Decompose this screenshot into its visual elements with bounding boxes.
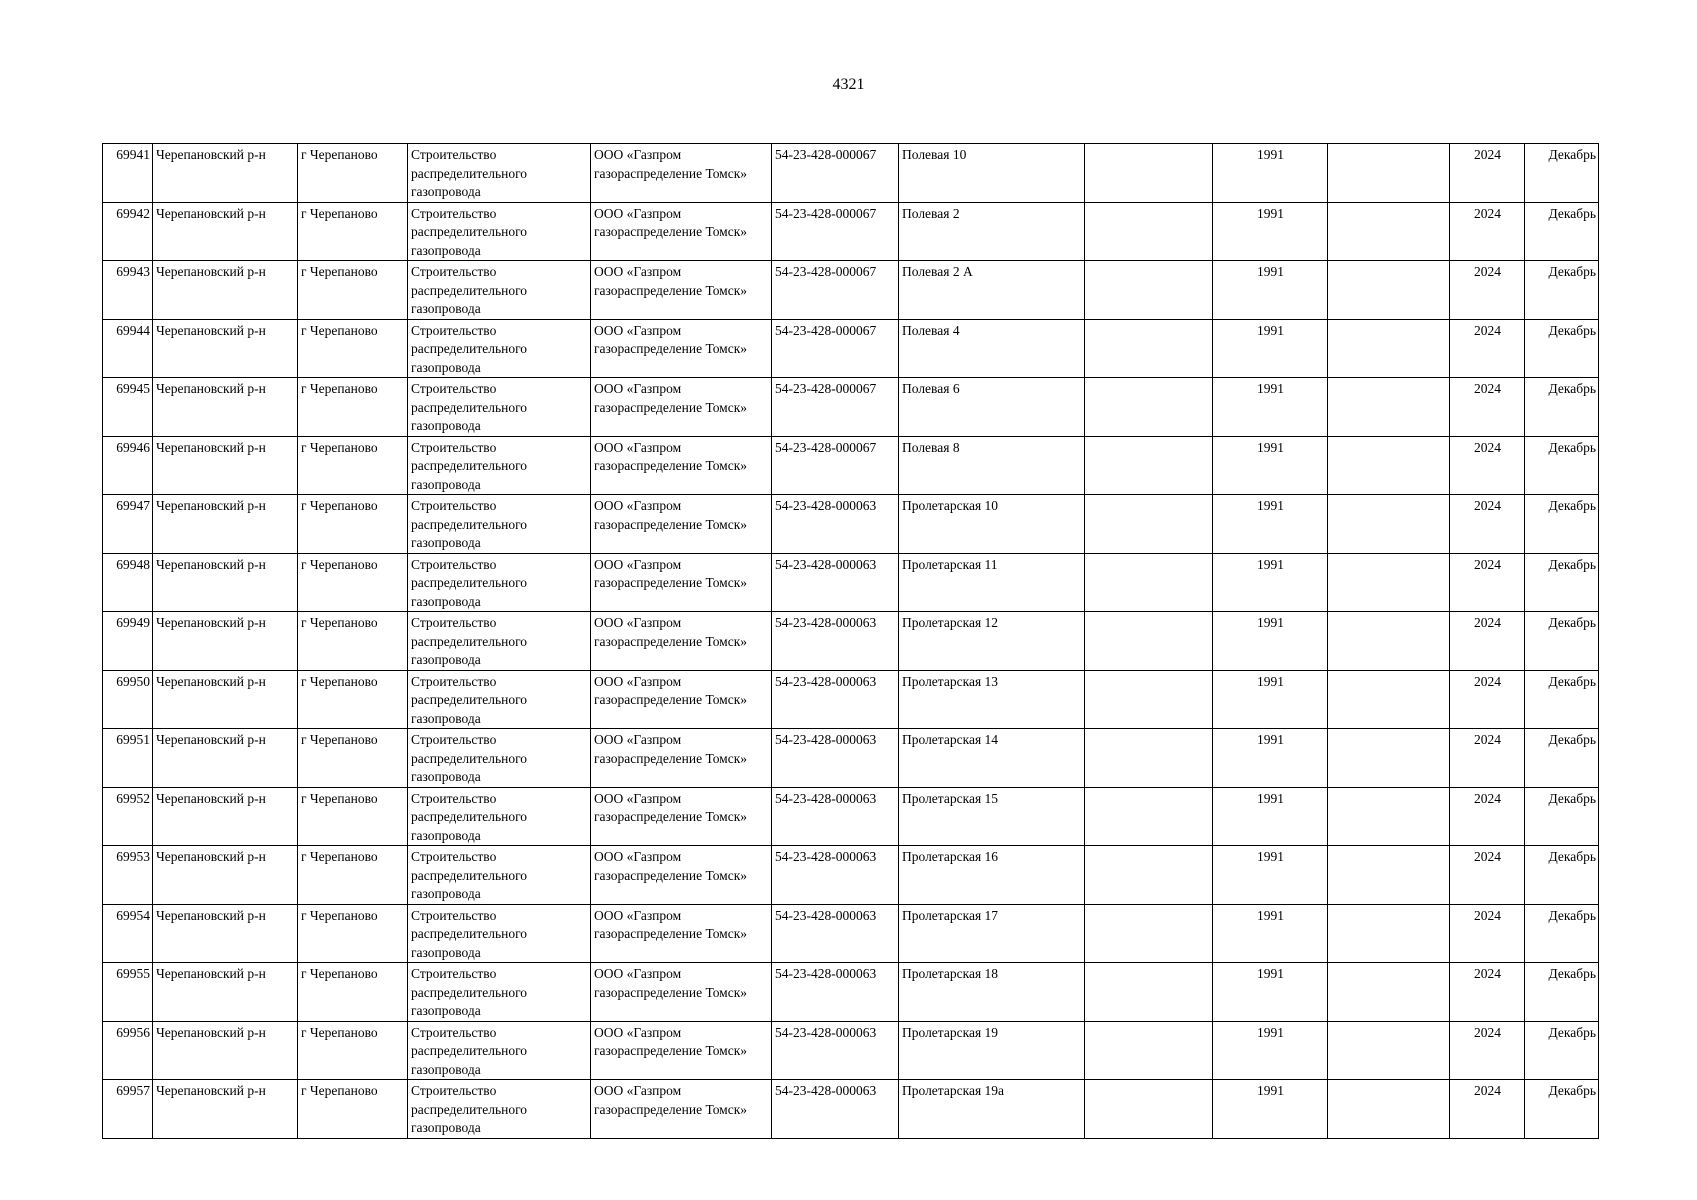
planned-year-cell: 2024	[1450, 1080, 1525, 1139]
row-number-cell: 69947	[103, 495, 153, 554]
empty-cell	[1085, 1021, 1213, 1080]
work-type-cell: Строительство распределительного газопровода	[408, 436, 591, 495]
year-built-cell: 1991	[1213, 787, 1328, 846]
district-cell: Черепановский р-н	[153, 261, 298, 320]
empty-cell	[1328, 553, 1450, 612]
organization-cell: ООО «Газпром газораспределение Томск»	[591, 378, 772, 437]
empty-cell	[1328, 612, 1450, 671]
row-number-cell: 69952	[103, 787, 153, 846]
district-cell: Черепановский р-н	[153, 319, 298, 378]
year-built-cell: 1991	[1213, 261, 1328, 320]
object-code-cell: 54-23-428-000067	[772, 319, 899, 378]
work-type-cell: Строительство распределительного газопровода	[408, 1080, 591, 1139]
address-cell: Пролетарская 13	[899, 670, 1085, 729]
organization-cell: ООО «Газпром газораспределение Томск»	[591, 670, 772, 729]
table-row	[103, 495, 1599, 554]
organization-cell: ООО «Газпром газораспределение Томск»	[591, 612, 772, 671]
planned-year-cell: 2024	[1450, 261, 1525, 320]
district-cell: Черепановский р-н	[153, 846, 298, 905]
district-cell: Черепановский р-н	[153, 436, 298, 495]
row-number-cell: 69944	[103, 319, 153, 378]
year-built-cell: 1991	[1213, 378, 1328, 437]
month-cell: Декабрь	[1525, 261, 1599, 320]
table-row	[103, 1021, 1599, 1080]
district-cell: Черепановский р-н	[153, 202, 298, 261]
month-cell: Декабрь	[1525, 495, 1599, 554]
city-cell: г Черепаново	[298, 963, 408, 1022]
row-number-cell: 69957	[103, 1080, 153, 1139]
month-cell: Декабрь	[1525, 1021, 1599, 1080]
empty-cell	[1328, 319, 1450, 378]
year-built-cell: 1991	[1213, 1021, 1328, 1080]
table-row	[103, 729, 1599, 788]
city-cell: г Черепаново	[298, 670, 408, 729]
work-type-cell: Строительство распределительного газопровода	[408, 904, 591, 963]
city-cell: г Черепаново	[298, 787, 408, 846]
planned-year-cell: 2024	[1450, 436, 1525, 495]
work-type-cell: Строительство распределительного газопровода	[408, 846, 591, 905]
empty-cell	[1085, 202, 1213, 261]
city-cell: г Черепаново	[298, 1080, 408, 1139]
table-row	[103, 202, 1599, 261]
month-cell: Декабрь	[1525, 904, 1599, 963]
address-cell: Полевая 10	[899, 144, 1085, 203]
table-row	[103, 670, 1599, 729]
empty-cell	[1328, 144, 1450, 203]
row-number-cell: 69946	[103, 436, 153, 495]
district-cell: Черепановский р-н	[153, 787, 298, 846]
planned-year-cell: 2024	[1450, 729, 1525, 788]
object-code-cell: 54-23-428-000063	[772, 963, 899, 1022]
row-number-cell: 69954	[103, 904, 153, 963]
month-cell: Декабрь	[1525, 729, 1599, 788]
work-type-cell: Строительство распределительного газопровода	[408, 787, 591, 846]
empty-cell	[1328, 495, 1450, 554]
empty-cell	[1085, 670, 1213, 729]
address-cell: Пролетарская 18	[899, 963, 1085, 1022]
empty-cell	[1328, 729, 1450, 788]
planned-year-cell: 2024	[1450, 144, 1525, 203]
district-cell: Черепановский р-н	[153, 612, 298, 671]
organization-cell: ООО «Газпром газораспределение Томск»	[591, 1080, 772, 1139]
work-type-cell: Строительство распределительного газопровода	[408, 378, 591, 437]
work-type-cell: Строительство распределительного газопровода	[408, 553, 591, 612]
month-cell: Декабрь	[1525, 963, 1599, 1022]
object-code-cell: 54-23-428-000063	[772, 846, 899, 905]
year-built-cell: 1991	[1213, 670, 1328, 729]
empty-cell	[1085, 436, 1213, 495]
table-row	[103, 261, 1599, 320]
district-cell: Черепановский р-н	[153, 1080, 298, 1139]
planned-year-cell: 2024	[1450, 378, 1525, 437]
object-code-cell: 54-23-428-000067	[772, 144, 899, 203]
year-built-cell: 1991	[1213, 495, 1328, 554]
row-number-cell: 69941	[103, 144, 153, 203]
object-code-cell: 54-23-428-000067	[772, 436, 899, 495]
registry-table	[102, 143, 1599, 1139]
empty-cell	[1085, 553, 1213, 612]
address-cell: Пролетарская 16	[899, 846, 1085, 905]
year-built-cell: 1991	[1213, 963, 1328, 1022]
object-code-cell: 54-23-428-000063	[772, 1080, 899, 1139]
row-number-cell: 69955	[103, 963, 153, 1022]
empty-cell	[1328, 787, 1450, 846]
month-cell: Декабрь	[1525, 319, 1599, 378]
row-number-cell: 69956	[103, 1021, 153, 1080]
object-code-cell: 54-23-428-000063	[772, 670, 899, 729]
object-code-cell: 54-23-428-000063	[772, 904, 899, 963]
object-code-cell: 54-23-428-000067	[772, 202, 899, 261]
year-built-cell: 1991	[1213, 1080, 1328, 1139]
object-code-cell: 54-23-428-000063	[772, 553, 899, 612]
empty-cell	[1085, 495, 1213, 554]
table-row	[103, 319, 1599, 378]
empty-cell	[1085, 787, 1213, 846]
empty-cell	[1328, 1021, 1450, 1080]
object-code-cell: 54-23-428-000063	[772, 495, 899, 554]
empty-cell	[1328, 670, 1450, 729]
address-cell: Пролетарская 15	[899, 787, 1085, 846]
organization-cell: ООО «Газпром газораспределение Томск»	[591, 261, 772, 320]
object-code-cell: 54-23-428-000063	[772, 787, 899, 846]
address-cell: Полевая 6	[899, 378, 1085, 437]
empty-cell	[1085, 963, 1213, 1022]
table-row	[103, 1080, 1599, 1139]
empty-cell	[1085, 378, 1213, 437]
table-row	[103, 963, 1599, 1022]
organization-cell: ООО «Газпром газораспределение Томск»	[591, 963, 772, 1022]
object-code-cell: 54-23-428-000063	[772, 612, 899, 671]
city-cell: г Черепаново	[298, 553, 408, 612]
city-cell: г Черепаново	[298, 144, 408, 203]
empty-cell	[1085, 319, 1213, 378]
month-cell: Декабрь	[1525, 670, 1599, 729]
planned-year-cell: 2024	[1450, 670, 1525, 729]
table-body	[103, 144, 1599, 1139]
empty-cell	[1328, 963, 1450, 1022]
year-built-cell: 1991	[1213, 144, 1328, 203]
address-cell: Пролетарская 11	[899, 553, 1085, 612]
city-cell: г Черепаново	[298, 729, 408, 788]
district-cell: Черепановский р-н	[153, 904, 298, 963]
district-cell: Черепановский р-н	[153, 378, 298, 437]
month-cell: Декабрь	[1525, 612, 1599, 671]
empty-cell	[1085, 1080, 1213, 1139]
month-cell: Декабрь	[1525, 436, 1599, 495]
year-built-cell: 1991	[1213, 612, 1328, 671]
month-cell: Декабрь	[1525, 378, 1599, 437]
work-type-cell: Строительство распределительного газопровода	[408, 202, 591, 261]
address-cell: Пролетарская 19	[899, 1021, 1085, 1080]
work-type-cell: Строительство распределительного газопровода	[408, 1021, 591, 1080]
table-row	[103, 904, 1599, 963]
object-code-cell: 54-23-428-000067	[772, 378, 899, 437]
month-cell: Декабрь	[1525, 144, 1599, 203]
table-row	[103, 612, 1599, 671]
address-cell: Пролетарская 14	[899, 729, 1085, 788]
district-cell: Черепановский р-н	[153, 495, 298, 554]
year-built-cell: 1991	[1213, 904, 1328, 963]
table-row	[103, 787, 1599, 846]
city-cell: г Черепаново	[298, 378, 408, 437]
district-cell: Черепановский р-н	[153, 963, 298, 1022]
address-cell: Пролетарская 17	[899, 904, 1085, 963]
planned-year-cell: 2024	[1450, 202, 1525, 261]
district-cell: Черепановский р-н	[153, 1021, 298, 1080]
row-number-cell: 69949	[103, 612, 153, 671]
row-number-cell: 69950	[103, 670, 153, 729]
row-number-cell: 69942	[103, 202, 153, 261]
city-cell: г Черепаново	[298, 612, 408, 671]
month-cell: Декабрь	[1525, 202, 1599, 261]
address-cell: Пролетарская 10	[899, 495, 1085, 554]
work-type-cell: Строительство распределительного газопровода	[408, 319, 591, 378]
city-cell: г Черепаново	[298, 202, 408, 261]
city-cell: г Черепаново	[298, 846, 408, 905]
year-built-cell: 1991	[1213, 202, 1328, 261]
empty-cell	[1328, 904, 1450, 963]
organization-cell: ООО «Газпром газораспределение Томск»	[591, 787, 772, 846]
empty-cell	[1328, 436, 1450, 495]
month-cell: Декабрь	[1525, 1080, 1599, 1139]
empty-cell	[1085, 612, 1213, 671]
empty-cell	[1085, 144, 1213, 203]
organization-cell: ООО «Газпром газораспределение Томск»	[591, 729, 772, 788]
address-cell: Полевая 2 А	[899, 261, 1085, 320]
address-cell: Полевая 2	[899, 202, 1085, 261]
city-cell: г Черепаново	[298, 319, 408, 378]
empty-cell	[1328, 261, 1450, 320]
empty-cell	[1085, 261, 1213, 320]
planned-year-cell: 2024	[1450, 319, 1525, 378]
organization-cell: ООО «Газпром газораспределение Томск»	[591, 495, 772, 554]
year-built-cell: 1991	[1213, 319, 1328, 378]
city-cell: г Черепаново	[298, 904, 408, 963]
table-row	[103, 144, 1599, 203]
work-type-cell: Строительство распределительного газопровода	[408, 261, 591, 320]
row-number-cell: 69953	[103, 846, 153, 905]
table-row	[103, 846, 1599, 905]
address-cell: Полевая 8	[899, 436, 1085, 495]
empty-cell	[1085, 846, 1213, 905]
month-cell: Декабрь	[1525, 553, 1599, 612]
work-type-cell: Строительство распределительного газопровода	[408, 144, 591, 203]
organization-cell: ООО «Газпром газораспределение Томск»	[591, 846, 772, 905]
organization-cell: ООО «Газпром газораспределение Томск»	[591, 904, 772, 963]
work-type-cell: Строительство распределительного газопровода	[408, 729, 591, 788]
empty-cell	[1328, 202, 1450, 261]
city-cell: г Черепаново	[298, 1021, 408, 1080]
table-row	[103, 553, 1599, 612]
work-type-cell: Строительство распределительного газопровода	[408, 612, 591, 671]
organization-cell: ООО «Газпром газораспределение Томск»	[591, 553, 772, 612]
address-cell: Полевая 4	[899, 319, 1085, 378]
planned-year-cell: 2024	[1450, 904, 1525, 963]
month-cell: Декабрь	[1525, 846, 1599, 905]
address-cell: Пролетарская 12	[899, 612, 1085, 671]
city-cell: г Черепаново	[298, 495, 408, 554]
object-code-cell: 54-23-428-000063	[772, 729, 899, 788]
district-cell: Черепановский р-н	[153, 729, 298, 788]
page-number: 4321	[832, 76, 865, 93]
year-built-cell: 1991	[1213, 553, 1328, 612]
table-row	[103, 378, 1599, 437]
empty-cell	[1328, 378, 1450, 437]
district-cell: Черепановский р-н	[153, 144, 298, 203]
empty-cell	[1085, 904, 1213, 963]
row-number-cell: 69951	[103, 729, 153, 788]
planned-year-cell: 2024	[1450, 553, 1525, 612]
organization-cell: ООО «Газпром газораспределение Томск»	[591, 1021, 772, 1080]
table-row	[103, 436, 1599, 495]
address-cell: Пролетарская 19а	[899, 1080, 1085, 1139]
work-type-cell: Строительство распределительного газопровода	[408, 670, 591, 729]
district-cell: Черепановский р-н	[153, 670, 298, 729]
city-cell: г Черепаново	[298, 261, 408, 320]
organization-cell: ООО «Газпром газораспределение Томск»	[591, 144, 772, 203]
planned-year-cell: 2024	[1450, 612, 1525, 671]
planned-year-cell: 2024	[1450, 787, 1525, 846]
organization-cell: ООО «Газпром газораспределение Томск»	[591, 319, 772, 378]
row-number-cell: 69943	[103, 261, 153, 320]
row-number-cell: 69948	[103, 553, 153, 612]
work-type-cell: Строительство распределительного газопровода	[408, 495, 591, 554]
work-type-cell: Строительство распределительного газопровода	[408, 963, 591, 1022]
row-number-cell: 69945	[103, 378, 153, 437]
city-cell: г Черепаново	[298, 436, 408, 495]
organization-cell: ООО «Газпром газораспределение Томск»	[591, 202, 772, 261]
month-cell: Декабрь	[1525, 787, 1599, 846]
object-code-cell: 54-23-428-000067	[772, 261, 899, 320]
planned-year-cell: 2024	[1450, 963, 1525, 1022]
year-built-cell: 1991	[1213, 436, 1328, 495]
planned-year-cell: 2024	[1450, 1021, 1525, 1080]
planned-year-cell: 2024	[1450, 495, 1525, 554]
district-cell: Черепановский р-н	[153, 553, 298, 612]
planned-year-cell: 2024	[1450, 846, 1525, 905]
year-built-cell: 1991	[1213, 729, 1328, 788]
empty-cell	[1328, 846, 1450, 905]
empty-cell	[1328, 1080, 1450, 1139]
empty-cell	[1085, 729, 1213, 788]
organization-cell: ООО «Газпром газораспределение Томск»	[591, 436, 772, 495]
object-code-cell: 54-23-428-000063	[772, 1021, 899, 1080]
year-built-cell: 1991	[1213, 846, 1328, 905]
